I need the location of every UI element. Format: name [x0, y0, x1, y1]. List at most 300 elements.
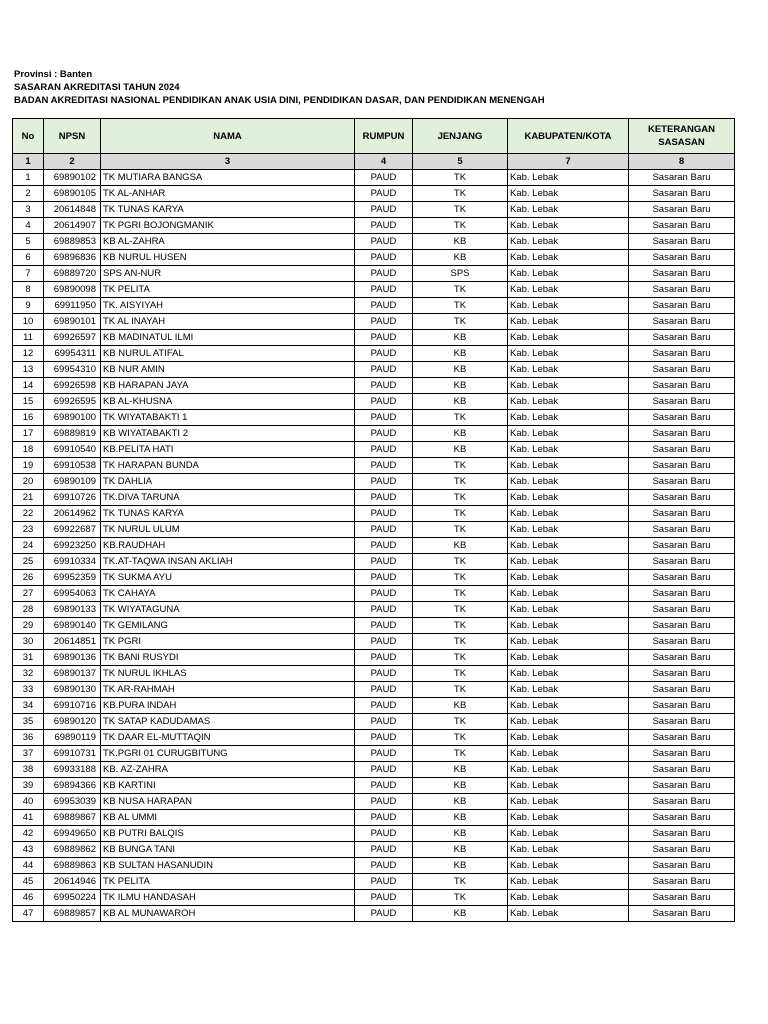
cell-jenjang: TK: [413, 202, 508, 218]
cell-kabupaten: Kab. Lebak: [508, 186, 629, 202]
table-row: [13, 570, 735, 586]
cell-kabupaten: Kab. Lebak: [508, 762, 629, 778]
cell-jenjang: KB: [413, 362, 508, 378]
cell-nama: KB.RAUDHAH: [101, 538, 355, 554]
cell-rumpun: PAUD: [355, 554, 413, 570]
cell-nama: KB.PELITA HATI: [101, 442, 355, 458]
cell-keterangan: Sasaran Baru: [629, 442, 735, 458]
cell-jenjang: TK: [413, 586, 508, 602]
cell-no: 29: [13, 618, 44, 634]
cell-kabupaten: Kab. Lebak: [508, 442, 629, 458]
cell-kabupaten: Kab. Lebak: [508, 250, 629, 266]
table-row: [13, 874, 735, 890]
cell-keterangan: Sasaran Baru: [629, 218, 735, 234]
cell-keterangan: Sasaran Baru: [629, 730, 735, 746]
cell-kabupaten: Kab. Lebak: [508, 570, 629, 586]
cell-npsn: 69933188: [44, 762, 101, 778]
table-row: [13, 282, 735, 298]
cell-jenjang: TK: [413, 618, 508, 634]
cell-nama: KB MADINATUL ILMI: [101, 330, 355, 346]
table-row: [13, 826, 735, 842]
cell-npsn: 69952359: [44, 570, 101, 586]
cell-jenjang: TK: [413, 730, 508, 746]
cell-npsn: 69890119: [44, 730, 101, 746]
cell-keterangan: Sasaran Baru: [629, 890, 735, 906]
cell-nama: TK PELITA: [101, 874, 355, 890]
cell-nama: TK CAHAYA: [101, 586, 355, 602]
table-row: [13, 202, 735, 218]
cell-no: 4: [13, 218, 44, 234]
cell-npsn: 69890136: [44, 650, 101, 666]
cell-nama: KB HARAPAN JAYA: [101, 378, 355, 394]
cell-npsn: 69926595: [44, 394, 101, 410]
cell-no: 7: [13, 266, 44, 282]
cell-rumpun: PAUD: [355, 650, 413, 666]
cell-kabupaten: Kab. Lebak: [508, 234, 629, 250]
cell-npsn: 69890133: [44, 602, 101, 618]
cell-keterangan: Sasaran Baru: [629, 874, 735, 890]
cell-npsn: 69910731: [44, 746, 101, 762]
cell-npsn: 69889867: [44, 810, 101, 826]
cell-rumpun: PAUD: [355, 202, 413, 218]
cell-no: 40: [13, 794, 44, 810]
cell-rumpun: PAUD: [355, 362, 413, 378]
cell-rumpun: PAUD: [355, 602, 413, 618]
col-number: 1: [13, 154, 44, 170]
table-row: [13, 218, 735, 234]
cell-rumpun: PAUD: [355, 410, 413, 426]
cell-rumpun: PAUD: [355, 474, 413, 490]
cell-no: 30: [13, 634, 44, 650]
cell-npsn: 69922687: [44, 522, 101, 538]
table-row: [13, 314, 735, 330]
cell-no: 35: [13, 714, 44, 730]
cell-rumpun: PAUD: [355, 810, 413, 826]
table-row: [13, 650, 735, 666]
cell-no: 38: [13, 762, 44, 778]
table-row: [13, 426, 735, 442]
province-label: Provinsi : Banten: [14, 69, 93, 80]
cell-npsn: 69954063: [44, 586, 101, 602]
cell-rumpun: PAUD: [355, 586, 413, 602]
table-body: [13, 170, 735, 922]
col-header-jenjang: JENJANG: [413, 119, 508, 154]
col-number: 7: [508, 154, 629, 170]
cell-npsn: 69896836: [44, 250, 101, 266]
cell-nama: KB NUR AMIN: [101, 362, 355, 378]
cell-jenjang: KB: [413, 810, 508, 826]
cell-keterangan: Sasaran Baru: [629, 714, 735, 730]
cell-keterangan: Sasaran Baru: [629, 858, 735, 874]
cell-rumpun: PAUD: [355, 346, 413, 362]
cell-no: 32: [13, 666, 44, 682]
cell-keterangan: Sasaran Baru: [629, 378, 735, 394]
cell-no: 34: [13, 698, 44, 714]
cell-no: 3: [13, 202, 44, 218]
cell-rumpun: PAUD: [355, 570, 413, 586]
cell-no: 10: [13, 314, 44, 330]
cell-rumpun: PAUD: [355, 186, 413, 202]
col-header-keterangan: [629, 119, 735, 154]
cell-keterangan: Sasaran Baru: [629, 346, 735, 362]
cell-rumpun: PAUD: [355, 170, 413, 186]
cell-jenjang: KB: [413, 378, 508, 394]
cell-npsn: 69890100: [44, 410, 101, 426]
cell-keterangan: Sasaran Baru: [629, 506, 735, 522]
cell-nama: KB PUTRI BALQIS: [101, 826, 355, 842]
cell-npsn: 69890102: [44, 170, 101, 186]
cell-jenjang: KB: [413, 842, 508, 858]
column-header-row: [13, 119, 735, 154]
cell-kabupaten: Kab. Lebak: [508, 330, 629, 346]
cell-kabupaten: Kab. Lebak: [508, 410, 629, 426]
cell-npsn: 69889720: [44, 266, 101, 282]
cell-keterangan: Sasaran Baru: [629, 794, 735, 810]
table-row: [13, 602, 735, 618]
cell-kabupaten: Kab. Lebak: [508, 698, 629, 714]
cell-npsn: 20614907: [44, 218, 101, 234]
cell-no: 21: [13, 490, 44, 506]
cell-kabupaten: Kab. Lebak: [508, 554, 629, 570]
cell-no: 39: [13, 778, 44, 794]
cell-rumpun: PAUD: [355, 490, 413, 506]
table-row: [13, 714, 735, 730]
cell-kabupaten: Kab. Lebak: [508, 490, 629, 506]
cell-no: 44: [13, 858, 44, 874]
cell-npsn: 69910538: [44, 458, 101, 474]
cell-jenjang: TK: [413, 474, 508, 490]
cell-rumpun: PAUD: [355, 746, 413, 762]
cell-rumpun: PAUD: [355, 778, 413, 794]
cell-nama: TK DAAR EL-MUTTAQIN: [101, 730, 355, 746]
cell-keterangan: Sasaran Baru: [629, 842, 735, 858]
cell-jenjang: TK: [413, 282, 508, 298]
table-row: [13, 586, 735, 602]
cell-keterangan: Sasaran Baru: [629, 330, 735, 346]
cell-jenjang: KB: [413, 794, 508, 810]
col-header-no: No: [13, 119, 44, 154]
cell-kabupaten: Kab. Lebak: [508, 826, 629, 842]
cell-keterangan: Sasaran Baru: [629, 458, 735, 474]
table-row: [13, 346, 735, 362]
cell-nama: TK NURUL ULUM: [101, 522, 355, 538]
cell-rumpun: PAUD: [355, 330, 413, 346]
table-row: [13, 554, 735, 570]
col-header-npsn: NPSN: [44, 119, 101, 154]
cell-nama: KB BUNGA TANI: [101, 842, 355, 858]
cell-rumpun: PAUD: [355, 842, 413, 858]
table-row: [13, 618, 735, 634]
cell-kabupaten: Kab. Lebak: [508, 506, 629, 522]
cell-nama: KB AL UMMI: [101, 810, 355, 826]
cell-nama: KB. AZ-ZAHRA: [101, 762, 355, 778]
table-row: [13, 458, 735, 474]
table-row: [13, 538, 735, 554]
document-header: [14, 68, 545, 107]
cell-npsn: 20614848: [44, 202, 101, 218]
cell-jenjang: TK: [413, 522, 508, 538]
cell-keterangan: Sasaran Baru: [629, 906, 735, 922]
cell-nama: KB NURUL HUSEN: [101, 250, 355, 266]
table-row: [13, 410, 735, 426]
cell-keterangan: Sasaran Baru: [629, 698, 735, 714]
cell-keterangan: Sasaran Baru: [629, 618, 735, 634]
cell-no: 17: [13, 426, 44, 442]
col-header-keterangan-line2: SASASAN: [658, 137, 705, 148]
cell-jenjang: TK: [413, 634, 508, 650]
cell-rumpun: PAUD: [355, 634, 413, 650]
cell-keterangan: Sasaran Baru: [629, 282, 735, 298]
cell-npsn: 69953039: [44, 794, 101, 810]
cell-no: 9: [13, 298, 44, 314]
cell-keterangan: Sasaran Baru: [629, 250, 735, 266]
cell-jenjang: TK: [413, 218, 508, 234]
cell-nama: KB KARTINI: [101, 778, 355, 794]
cell-no: 45: [13, 874, 44, 890]
cell-npsn: 69889853: [44, 234, 101, 250]
cell-jenjang: TK: [413, 506, 508, 522]
cell-kabupaten: Kab. Lebak: [508, 666, 629, 682]
cell-npsn: 69926598: [44, 378, 101, 394]
cell-npsn: 69949650: [44, 826, 101, 842]
cell-keterangan: Sasaran Baru: [629, 266, 735, 282]
cell-rumpun: PAUD: [355, 282, 413, 298]
cell-kabupaten: Kab. Lebak: [508, 314, 629, 330]
cell-keterangan: Sasaran Baru: [629, 746, 735, 762]
table-row: [13, 250, 735, 266]
cell-npsn: 69890137: [44, 666, 101, 682]
cell-keterangan: Sasaran Baru: [629, 762, 735, 778]
cell-nama: TK TUNAS KARYA: [101, 202, 355, 218]
table-row: [13, 746, 735, 762]
cell-kabupaten: Kab. Lebak: [508, 426, 629, 442]
cell-no: 2: [13, 186, 44, 202]
cell-npsn: 69890140: [44, 618, 101, 634]
cell-npsn: 69950224: [44, 890, 101, 906]
cell-jenjang: TK: [413, 666, 508, 682]
cell-npsn: 69889863: [44, 858, 101, 874]
cell-kabupaten: Kab. Lebak: [508, 586, 629, 602]
cell-kabupaten: Kab. Lebak: [508, 906, 629, 922]
cell-nama: KB AL-KHUSNA: [101, 394, 355, 410]
table-row: [13, 858, 735, 874]
cell-jenjang: SPS: [413, 266, 508, 282]
cell-rumpun: PAUD: [355, 458, 413, 474]
cell-nama: TK WIYATAGUNA: [101, 602, 355, 618]
cell-no: 12: [13, 346, 44, 362]
cell-rumpun: PAUD: [355, 698, 413, 714]
cell-jenjang: KB: [413, 234, 508, 250]
cell-kabupaten: Kab. Lebak: [508, 730, 629, 746]
table-row: [13, 330, 735, 346]
cell-rumpun: PAUD: [355, 378, 413, 394]
cell-npsn: 69889819: [44, 426, 101, 442]
cell-kabupaten: Kab. Lebak: [508, 794, 629, 810]
cell-jenjang: TK: [413, 490, 508, 506]
cell-nama: KB NURUL ATIFAL: [101, 346, 355, 362]
cell-no: 23: [13, 522, 44, 538]
cell-no: 36: [13, 730, 44, 746]
cell-keterangan: Sasaran Baru: [629, 426, 735, 442]
cell-kabupaten: Kab. Lebak: [508, 298, 629, 314]
cell-no: 24: [13, 538, 44, 554]
cell-jenjang: KB: [413, 442, 508, 458]
cell-nama: TK MUTIARA BANGSA: [101, 170, 355, 186]
cell-no: 6: [13, 250, 44, 266]
table-row: [13, 906, 735, 922]
table-row: [13, 378, 735, 394]
cell-kabupaten: Kab. Lebak: [508, 378, 629, 394]
cell-no: 19: [13, 458, 44, 474]
cell-nama: KB AL-ZAHRA: [101, 234, 355, 250]
cell-jenjang: KB: [413, 826, 508, 842]
col-header-keterangan-line1: KETERANGAN: [647, 124, 716, 135]
cell-jenjang: TK: [413, 874, 508, 890]
cell-nama: SPS AN-NUR: [101, 266, 355, 282]
cell-jenjang: KB: [413, 330, 508, 346]
cell-keterangan: Sasaran Baru: [629, 682, 735, 698]
cell-kabupaten: Kab. Lebak: [508, 682, 629, 698]
cell-keterangan: Sasaran Baru: [629, 650, 735, 666]
cell-kabupaten: Kab. Lebak: [508, 714, 629, 730]
cell-npsn: 20614962: [44, 506, 101, 522]
cell-nama: KB SULTAN HASANUDIN: [101, 858, 355, 874]
table-row: [13, 362, 735, 378]
table-row: [13, 762, 735, 778]
cell-no: 16: [13, 410, 44, 426]
cell-nama: TK.PGRI 01 CURUGBITUNG: [101, 746, 355, 762]
cell-rumpun: PAUD: [355, 234, 413, 250]
cell-kabupaten: Kab. Lebak: [508, 394, 629, 410]
cell-nama: KB NUSA HARAPAN: [101, 794, 355, 810]
cell-no: 28: [13, 602, 44, 618]
cell-keterangan: Sasaran Baru: [629, 810, 735, 826]
table-row: [13, 506, 735, 522]
cell-keterangan: Sasaran Baru: [629, 170, 735, 186]
cell-kabupaten: Kab. Lebak: [508, 650, 629, 666]
cell-nama: TK AL INAYAH: [101, 314, 355, 330]
cell-no: 42: [13, 826, 44, 842]
cell-keterangan: Sasaran Baru: [629, 634, 735, 650]
cell-jenjang: TK: [413, 170, 508, 186]
cell-kabupaten: Kab. Lebak: [508, 362, 629, 378]
table-row: [13, 170, 735, 186]
cell-rumpun: PAUD: [355, 218, 413, 234]
cell-no: 33: [13, 682, 44, 698]
cell-nama: TK DAHLIA: [101, 474, 355, 490]
cell-keterangan: Sasaran Baru: [629, 570, 735, 586]
cell-no: 22: [13, 506, 44, 522]
cell-no: 37: [13, 746, 44, 762]
cell-kabupaten: Kab. Lebak: [508, 170, 629, 186]
cell-jenjang: KB: [413, 906, 508, 922]
cell-no: 41: [13, 810, 44, 826]
cell-jenjang: TK: [413, 554, 508, 570]
table-row: [13, 682, 735, 698]
col-header-nama: NAMA: [101, 119, 355, 154]
cell-npsn: 69890098: [44, 282, 101, 298]
cell-jenjang: TK: [413, 746, 508, 762]
cell-npsn: 20614851: [44, 634, 101, 650]
cell-jenjang: KB: [413, 426, 508, 442]
cell-jenjang: TK: [413, 570, 508, 586]
table-row: [13, 490, 735, 506]
cell-npsn: 69923250: [44, 538, 101, 554]
cell-rumpun: PAUD: [355, 250, 413, 266]
cell-keterangan: Sasaran Baru: [629, 474, 735, 490]
col-number: 4: [355, 154, 413, 170]
cell-jenjang: TK: [413, 410, 508, 426]
cell-keterangan: Sasaran Baru: [629, 778, 735, 794]
table-row: [13, 810, 735, 826]
cell-nama: TK SUKMA AYU: [101, 570, 355, 586]
cell-jenjang: KB: [413, 762, 508, 778]
col-number: 3: [101, 154, 355, 170]
cell-no: 46: [13, 890, 44, 906]
cell-kabupaten: Kab. Lebak: [508, 218, 629, 234]
cell-jenjang: KB: [413, 698, 508, 714]
cell-nama: TK AR-RAHMAH: [101, 682, 355, 698]
cell-keterangan: Sasaran Baru: [629, 602, 735, 618]
cell-keterangan: Sasaran Baru: [629, 586, 735, 602]
cell-rumpun: PAUD: [355, 426, 413, 442]
cell-no: 15: [13, 394, 44, 410]
table-row: [13, 698, 735, 714]
cell-npsn: 69894366: [44, 778, 101, 794]
cell-rumpun: PAUD: [355, 890, 413, 906]
cell-kabupaten: Kab. Lebak: [508, 202, 629, 218]
cell-nama: TK PELITA: [101, 282, 355, 298]
cell-rumpun: PAUD: [355, 442, 413, 458]
cell-keterangan: Sasaran Baru: [629, 826, 735, 842]
cell-npsn: 69926597: [44, 330, 101, 346]
cell-jenjang: KB: [413, 858, 508, 874]
table-row: [13, 474, 735, 490]
cell-npsn: 69910540: [44, 442, 101, 458]
table-row: [13, 794, 735, 810]
cell-no: 47: [13, 906, 44, 922]
cell-npsn: 69890120: [44, 714, 101, 730]
cell-nama: TK ILMU HANDASAH: [101, 890, 355, 906]
table-row: [13, 442, 735, 458]
cell-rumpun: PAUD: [355, 794, 413, 810]
cell-kabupaten: Kab. Lebak: [508, 778, 629, 794]
cell-kabupaten: Kab. Lebak: [508, 266, 629, 282]
cell-nama: TK.AT-TAQWA INSAN AKLIAH: [101, 554, 355, 570]
cell-keterangan: Sasaran Baru: [629, 394, 735, 410]
cell-no: 25: [13, 554, 44, 570]
cell-no: 20: [13, 474, 44, 490]
cell-jenjang: KB: [413, 538, 508, 554]
column-number-row: [13, 154, 735, 170]
col-header-rumpun: RUMPUN: [355, 119, 413, 154]
cell-kabupaten: Kab. Lebak: [508, 346, 629, 362]
table-row: [13, 842, 735, 858]
table-row: [13, 186, 735, 202]
table-row: [13, 234, 735, 250]
cell-no: 5: [13, 234, 44, 250]
cell-keterangan: Sasaran Baru: [629, 298, 735, 314]
cell-no: 43: [13, 842, 44, 858]
cell-jenjang: TK: [413, 890, 508, 906]
accreditation-table: [12, 118, 735, 922]
document-title: SASARAN AKREDITASI TAHUN 2024: [14, 82, 180, 93]
cell-kabupaten: Kab. Lebak: [508, 890, 629, 906]
cell-rumpun: PAUD: [355, 266, 413, 282]
cell-rumpun: PAUD: [355, 298, 413, 314]
cell-no: 26: [13, 570, 44, 586]
cell-nama: TK PGRI: [101, 634, 355, 650]
